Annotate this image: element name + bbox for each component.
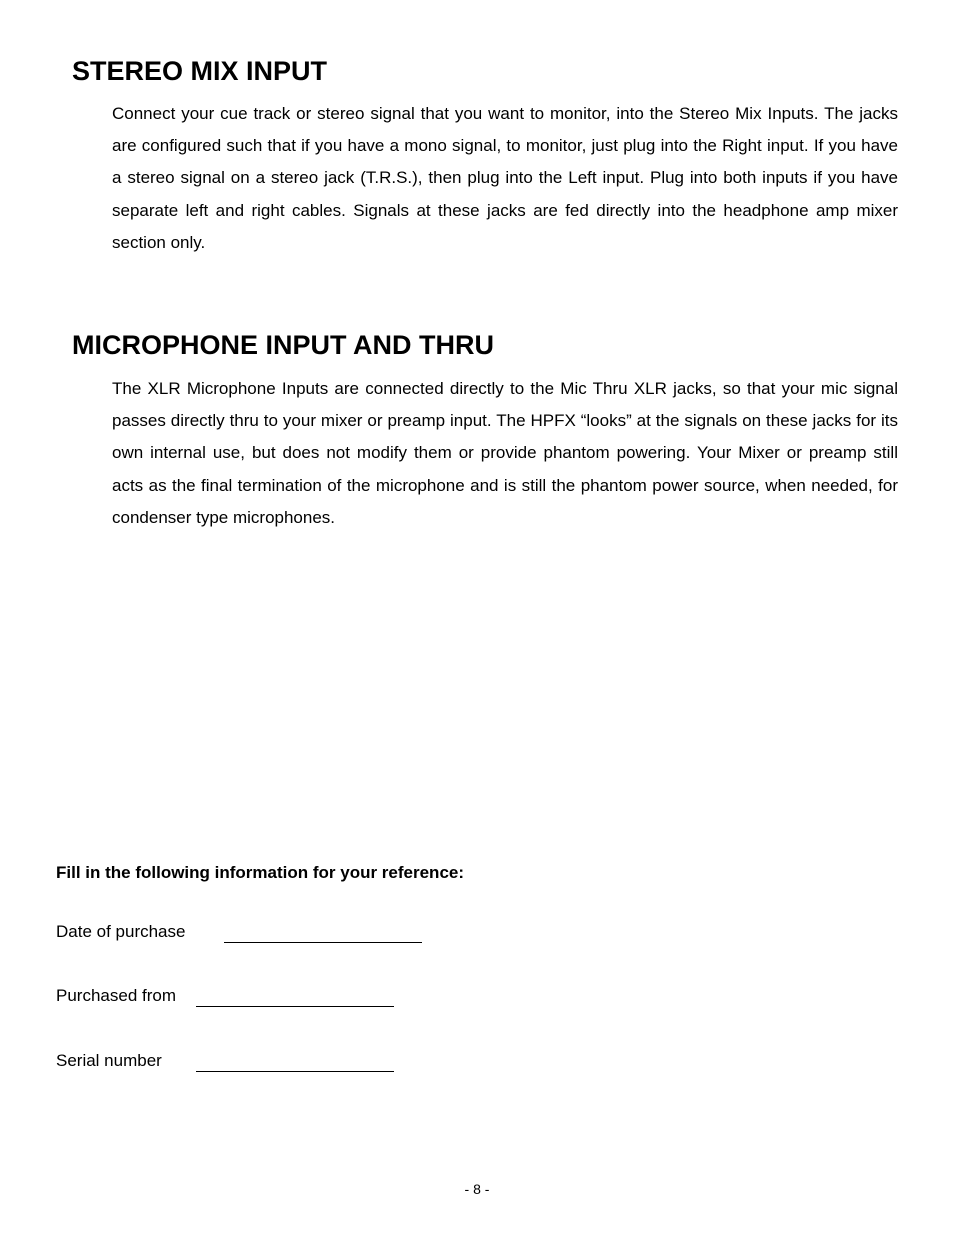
serial-number-label: Serial number bbox=[56, 1051, 162, 1070]
stereo-mix-paragraph: Connect your cue track or stereo signal that you want to monitor, into the Stereo Mix Inputs. The jacks are configured such that if you have a mono signal, to monitor, just plug into the Right input. If you have a stereo signal on a stereo jack (T.R.S.), then plug into the Left input. Plug into both inputs if you have separate left and right cables. Signals at these jacks are fed directly into the headphone amp mixer section only. bbox=[112, 104, 898, 252]
purchased-from-label: Purchased from bbox=[56, 986, 176, 1005]
purchased-from-field[interactable] bbox=[196, 986, 394, 1007]
microphone-input-heading: MICROPHONE INPUT AND THRU bbox=[72, 330, 494, 360]
serial-number-field[interactable] bbox=[196, 1051, 394, 1072]
stereo-mix-heading: STEREO MIX INPUT bbox=[72, 56, 328, 86]
reference-heading: Fill in the following information for your reference: bbox=[56, 863, 465, 882]
microphone-input-paragraph: The XLR Microphone Inputs are connected directly to the Mic Thru XLR jacks, so that your mic signal passes directly thru to your mixer or preamp input. The HPFX “looks” at the signals on these jacks for its own internal use, but does not modify them or provide phantom powering. Your Mixer or preamp still acts as the final termination of the microphone and is still the phantom power source, when needed, for condenser type microphones. bbox=[112, 379, 898, 527]
date-of-purchase-field[interactable] bbox=[224, 922, 422, 943]
page-number: - 8 - bbox=[464, 1181, 490, 1197]
date-of-purchase-label: Date of purchase bbox=[56, 922, 186, 941]
